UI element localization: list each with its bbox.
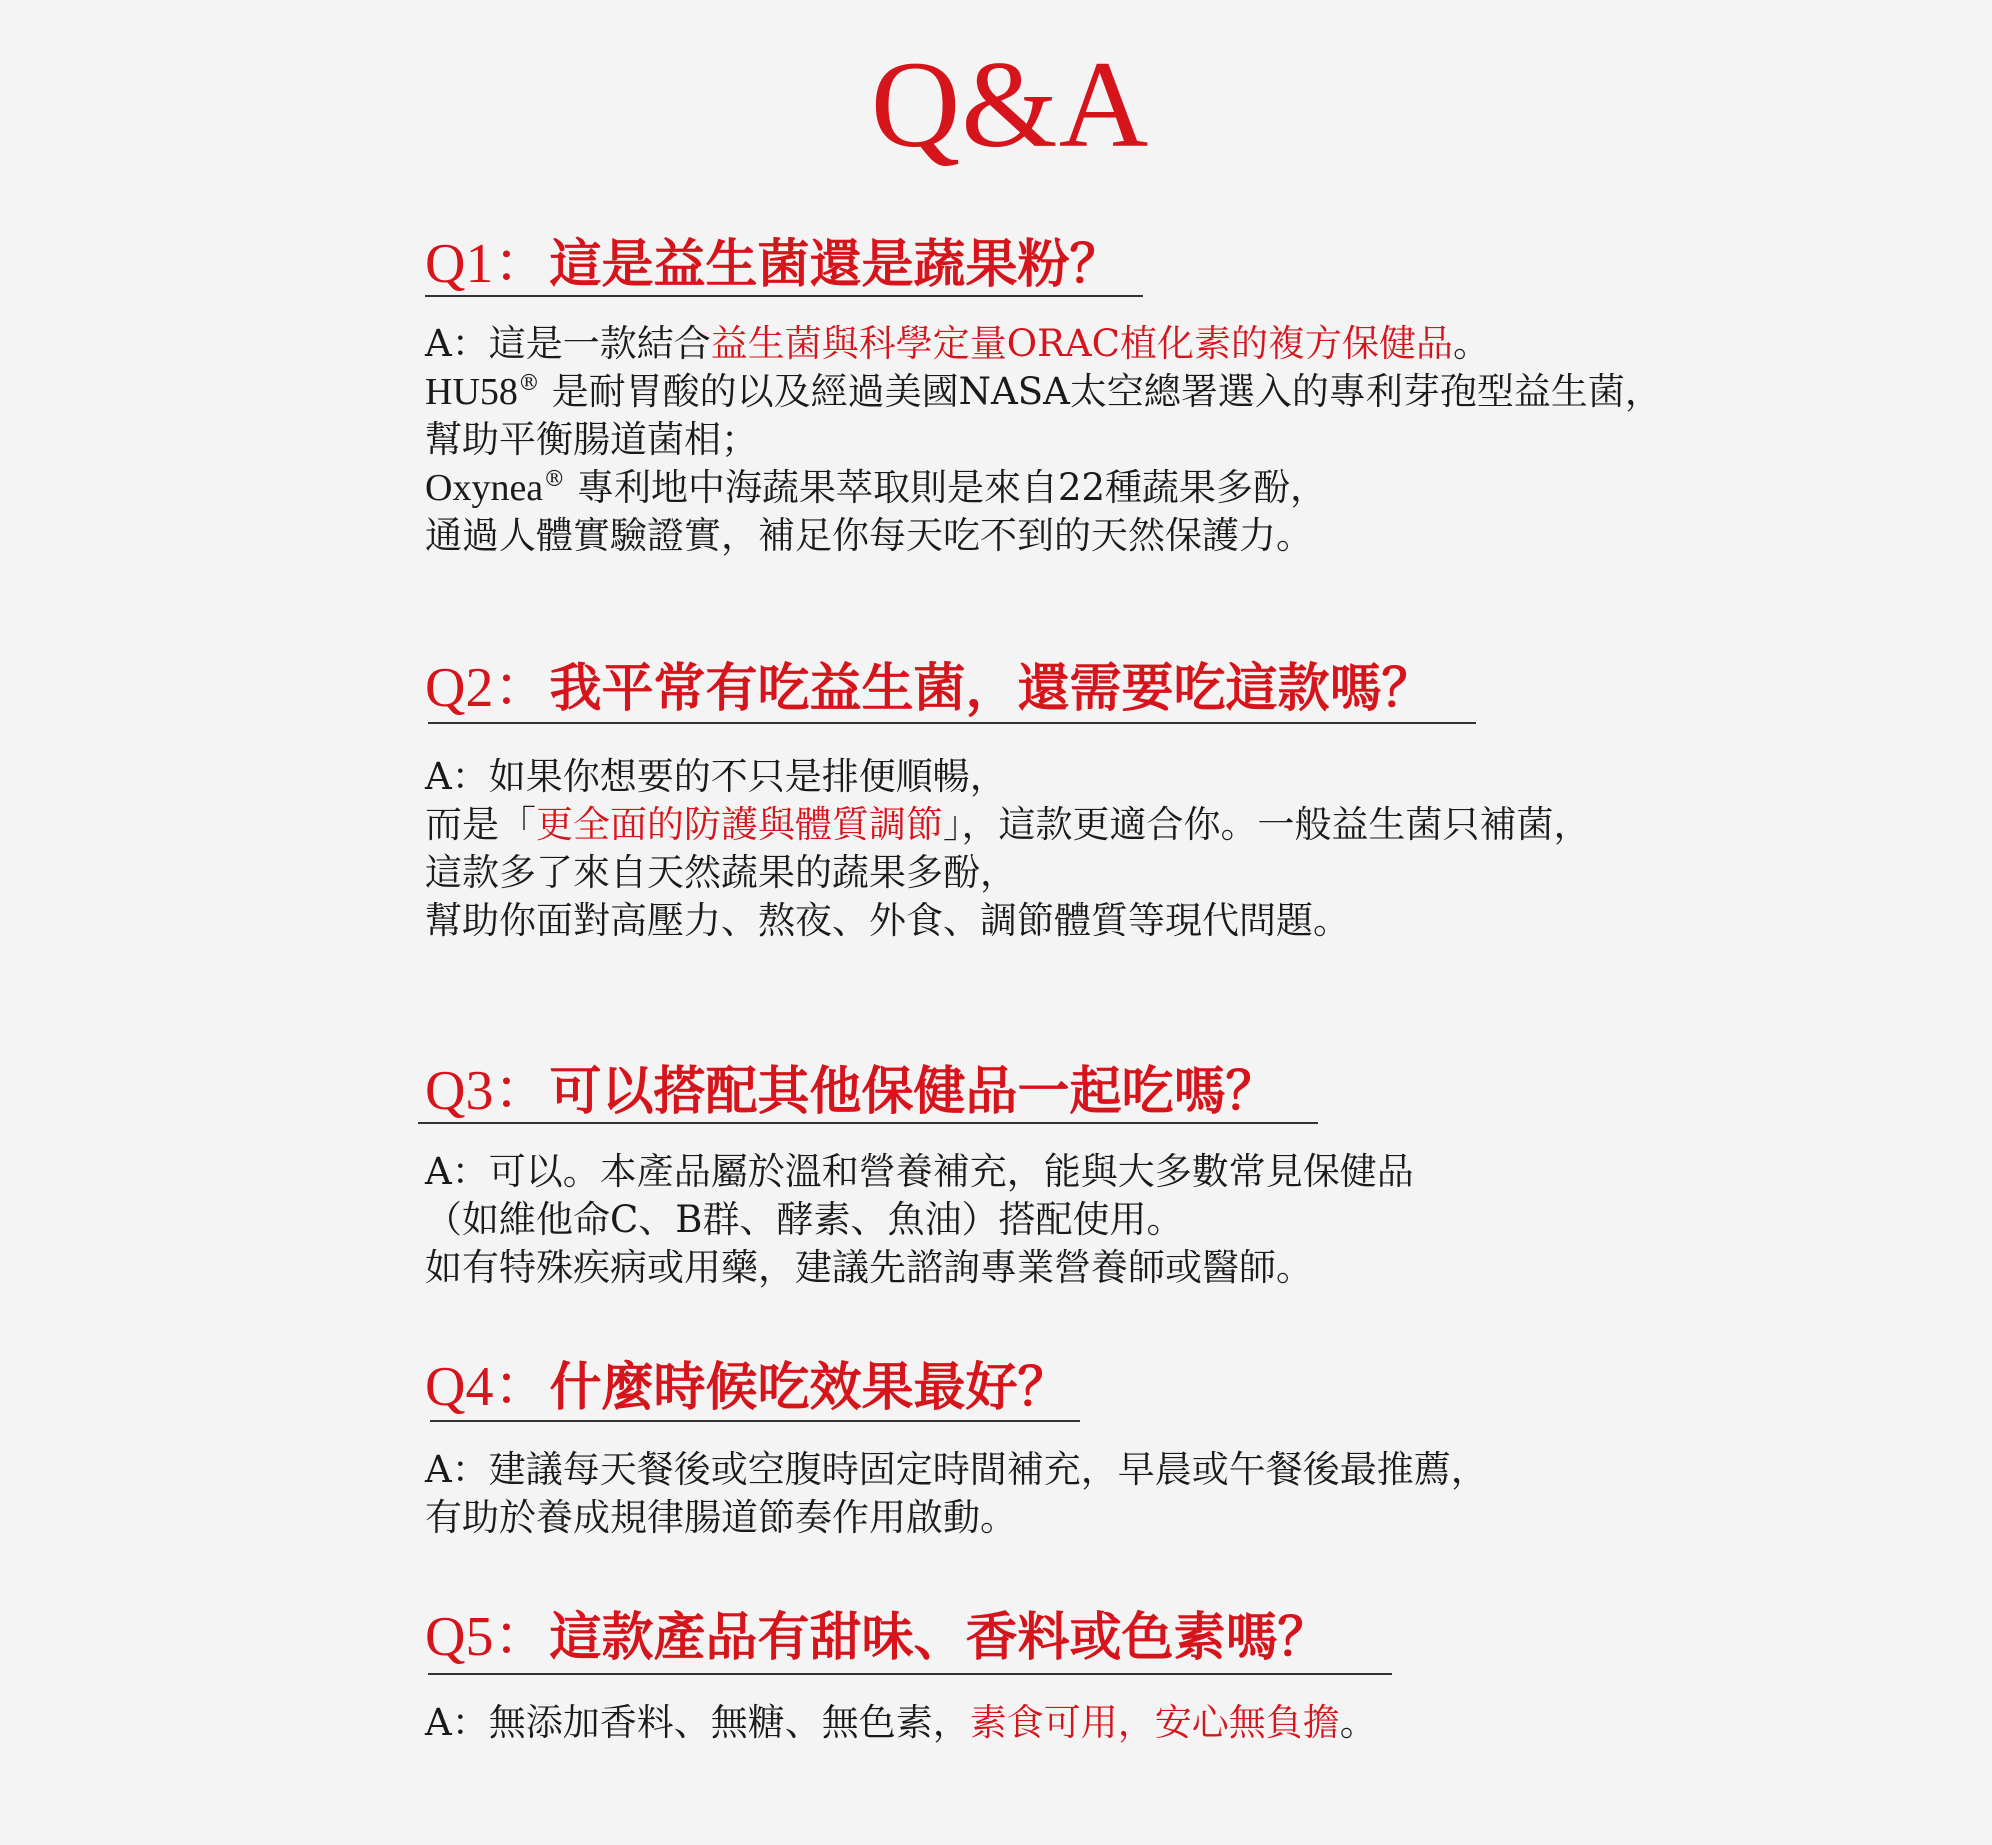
question-2-label: Q2： [425, 657, 550, 719]
question-4-label: Q4： [425, 1356, 550, 1418]
brand-hu58: HU58 [425, 371, 518, 413]
answer-2-line-4: 幫助你面對高壓力、熬夜、外食、調節體質等現代問題。 [425, 899, 1350, 942]
registered-mark: ® [517, 371, 540, 396]
question-1-label: Q1： [425, 233, 550, 295]
question-1 [425, 232, 1121, 297]
answer-2-line-1: A：如果你想要的不只是排便順暢， [425, 755, 1007, 798]
answer-1-line-1 [425, 320, 1662, 368]
answer-2 [425, 753, 1591, 945]
answer-3-line-1: A：可以。本產品屬於溫和營養補充，能與大多數常見保健品 [425, 1150, 1414, 1193]
answer-1-line-5: 通過人體實驗證實，補足你每天吃不到的天然保護力。 [425, 514, 1313, 557]
question-4-text: 什麼時候吃效果最好？ [549, 1357, 1070, 1418]
question-3-label: Q3： [425, 1060, 550, 1122]
question-2-text: 我平常有吃益生菌，還需要吃這款嗎？ [549, 658, 1434, 719]
question-3 [425, 1059, 1277, 1124]
question-5-underline [428, 1673, 1392, 1675]
question-5 [425, 1605, 1329, 1670]
brand-oxynea: Oxynea [425, 467, 544, 509]
page-title: Q&A [870, 36, 1150, 173]
answer-5-line-1 [425, 1699, 1377, 1747]
question-2-underline [428, 722, 1476, 724]
answer-2-highlight: 更全面的防護與體質調節 [536, 803, 943, 846]
answer-5 [425, 1699, 1377, 1747]
answer-5-text: 。 [1339, 1701, 1377, 1744]
answer-4 [425, 1446, 1488, 1542]
answer-1 [425, 320, 1662, 560]
question-4-underline [430, 1420, 1080, 1422]
answer-1-highlight: 益生菌與科學定量ORAC植化素的複方保健品 [710, 322, 1453, 365]
question-1-text: 這是益生菌還是蔬果粉？ [549, 234, 1122, 295]
question-2 [425, 656, 1433, 721]
question-3-text: 可以搭配其他保健品一起吃嗎？ [549, 1061, 1278, 1122]
answer-2-line-3: 這款多了來自天然蔬果的蔬果多酚， [425, 851, 1017, 894]
question-4 [425, 1355, 1069, 1420]
question-5-text: 這款產品有甜味、香料或色素嗎？ [549, 1607, 1330, 1668]
answer-1-text: A：這是一款結合 [425, 322, 711, 365]
answer-2-text: 」，這款更適合你。一般益生菌只補菌， [943, 803, 1591, 846]
answer-4-line-1: A：建議每天餐後或空腹時固定時間補充，早晨或午餐後最推薦， [425, 1448, 1488, 1491]
answer-2-line-2 [425, 801, 1591, 849]
answer-1-text: 專利地中海蔬果萃取則是來自22種蔬果多酚， [565, 466, 1328, 509]
answer-1-line-2 [425, 368, 1662, 416]
answer-4-line-2: 有助於養成規律腸道節奏作用啟動。 [425, 1496, 1017, 1539]
answer-2-text: 而是「 [425, 803, 536, 846]
question-1-underline [425, 295, 1143, 297]
question-3-underline [418, 1122, 1318, 1124]
answer-1-text: 。 [1452, 322, 1490, 365]
registered-mark: ® [543, 467, 566, 492]
answer-3 [425, 1148, 1414, 1292]
answer-3-line-2: （如維他命C、B群、酵素、魚油）搭配使用。 [425, 1198, 1184, 1241]
answer-1-text: 是耐胃酸的以及經過美國NASA太空總署選入的專利芽孢型益生菌， [539, 370, 1662, 413]
answer-1-line-4 [425, 464, 1662, 512]
answer-5-text: A：無添加香料、無糖、無色素， [425, 1701, 970, 1744]
answer-1-line-3: 幫助平衡腸道菌相； [425, 418, 758, 461]
answer-5-highlight: 素食可用，安心無負擔 [969, 1701, 1340, 1744]
answer-3-line-3: 如有特殊疾病或用藥，建議先諮詢專業營養師或醫師。 [425, 1246, 1313, 1289]
question-5-label: Q5： [425, 1606, 550, 1668]
